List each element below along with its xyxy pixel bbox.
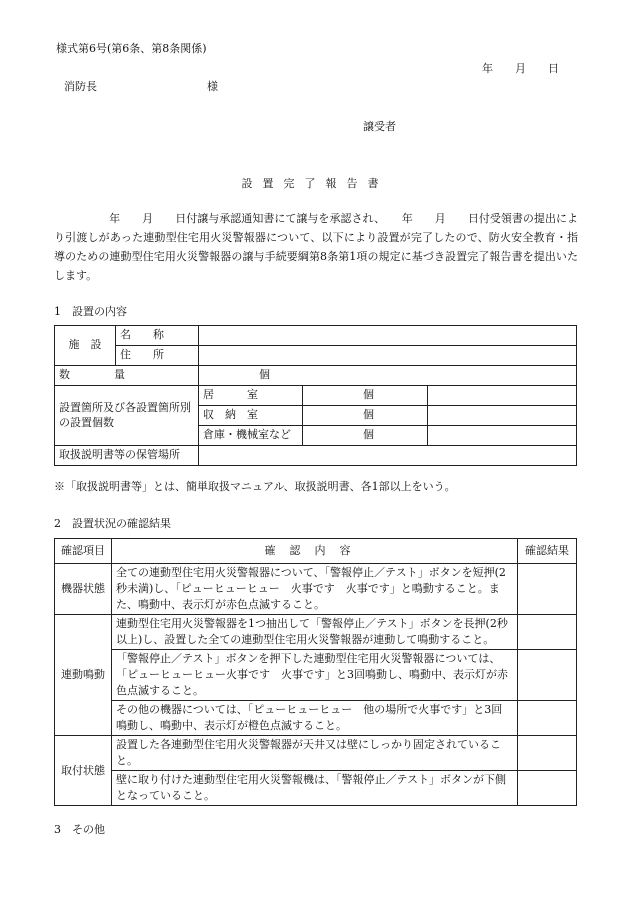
table-row bbox=[55, 650, 577, 701]
content-cell: その他の機器については、「ピューヒューヒュー 他の場所で火事です」と3回鳴動し、鳴動中、表示灯が橙色点滅すること。 bbox=[112, 701, 518, 736]
date-line: 年 月 日 bbox=[482, 62, 559, 75]
item-device-state: 機器状態 bbox=[55, 564, 112, 615]
item-linked-alarm: 連動鳴動 bbox=[55, 615, 112, 736]
location-storage-label: 収 納 室 bbox=[199, 406, 303, 426]
location-storage-blank bbox=[428, 406, 577, 426]
result-cell[interactable] bbox=[518, 771, 577, 806]
table-row bbox=[55, 736, 577, 771]
section3-heading: 3 その他 bbox=[54, 823, 105, 836]
section2-heading: 2 設置状況の確認結果 bbox=[54, 517, 171, 530]
location-warehouse-label: 倉庫・機械室など bbox=[199, 426, 303, 446]
col-result-header: 確認結果 bbox=[518, 539, 577, 564]
table-row bbox=[55, 701, 577, 736]
storage-label: 取扱説明書等の保管場所 bbox=[55, 446, 199, 466]
installation-content-table bbox=[54, 325, 577, 466]
col-item-header: 確認項目 bbox=[55, 539, 112, 564]
location-room-label: 居 室 bbox=[199, 386, 303, 406]
content-cell: 連動型住宅用火災警報器を1つ抽出して「警報停止／テスト」ボタンを長押(2秒以上)し、設置した全ての連動型住宅用火災警報器が連動して鳴動すること。 bbox=[112, 615, 518, 650]
quantity-label: 数 量 bbox=[55, 366, 199, 386]
note-text: ※「取扱説明書等」とは、簡単取扱マニュアル、取扱説明書、各1部以上をいう。 bbox=[54, 480, 456, 493]
name-label: 名 称 bbox=[116, 326, 199, 346]
result-cell[interactable] bbox=[518, 564, 577, 615]
result-cell[interactable] bbox=[518, 701, 577, 736]
table-header-row bbox=[55, 539, 577, 564]
table-row bbox=[55, 366, 577, 386]
content-cell: 設置した各連動型住宅用火災警報器が天井又は壁にしっかり固定されていること。 bbox=[112, 736, 518, 771]
document-title: 設置完了報告書 bbox=[241, 177, 389, 190]
content-cell: 「警報停止／テスト」ボタンを押下した連動型住宅用火災警報器については、「ピューヒューヒュー火事です 火事です」と3回鳴動し、鳴動中、表示灯が赤色点滅すること。 bbox=[112, 650, 518, 701]
table-row bbox=[55, 771, 577, 806]
table-row bbox=[55, 564, 577, 615]
location-label: 設置箇所及び各設置箇所別の設置個数 bbox=[55, 386, 199, 446]
location-warehouse-unit[interactable]: 個 bbox=[303, 426, 428, 446]
result-cell[interactable] bbox=[518, 615, 577, 650]
table-row bbox=[55, 326, 577, 346]
table-row bbox=[55, 346, 577, 366]
location-storage-unit[interactable]: 個 bbox=[303, 406, 428, 426]
facility-label: 施 設 bbox=[55, 326, 116, 366]
table-row bbox=[55, 386, 577, 406]
item-mount-state: 取付状態 bbox=[55, 736, 112, 806]
form-number: 様式第6号(第6条、第8条関係) bbox=[56, 42, 207, 55]
address-value[interactable] bbox=[199, 346, 577, 366]
content-cell: 全ての連動型住宅用火災警報器について、「警報停止／テスト」ボタンを短押(2秒未満)し、「ピューヒューヒュー 火事です 火事です」と鳴動すること。また、鳴動中、表示灯が赤色点滅すること。 bbox=[112, 564, 518, 615]
confirmation-table bbox=[54, 538, 577, 806]
table-row bbox=[55, 615, 577, 650]
location-warehouse-blank bbox=[428, 426, 577, 446]
addressee: 消防長 様 bbox=[64, 80, 218, 93]
content-cell: 壁に取り付けた連動型住宅用火災警報機は、「警報停止／テスト」ボタンが下側となっていること。 bbox=[112, 771, 518, 806]
col-content-header: 確認内容 bbox=[112, 539, 518, 564]
table-row bbox=[55, 446, 577, 466]
transferee-label: 譲受者 bbox=[363, 120, 396, 133]
result-cell[interactable] bbox=[518, 650, 577, 701]
storage-value[interactable] bbox=[199, 446, 577, 466]
location-room-unit[interactable]: 個 bbox=[303, 386, 428, 406]
body-paragraph: 年 月 日付譲与承認通知書にて譲与を承認され、 年 月 日付受領書の提出により引渡しがあった連動型住宅用火災警報器について、以下により設置が完了したので、防火安全教育・指導のための連動型住宅用火災警報器の譲与手続要綱第8条第1項の規定に基づき設置完了報告書を提出いたします。 bbox=[54, 212, 578, 282]
section1-heading: 1 設置の内容 bbox=[54, 305, 127, 318]
quantity-unit[interactable]: 個 bbox=[199, 366, 577, 386]
name-value[interactable] bbox=[199, 326, 577, 346]
address-label: 住 所 bbox=[116, 346, 199, 366]
result-cell[interactable] bbox=[518, 736, 577, 771]
location-room-blank bbox=[428, 386, 577, 406]
